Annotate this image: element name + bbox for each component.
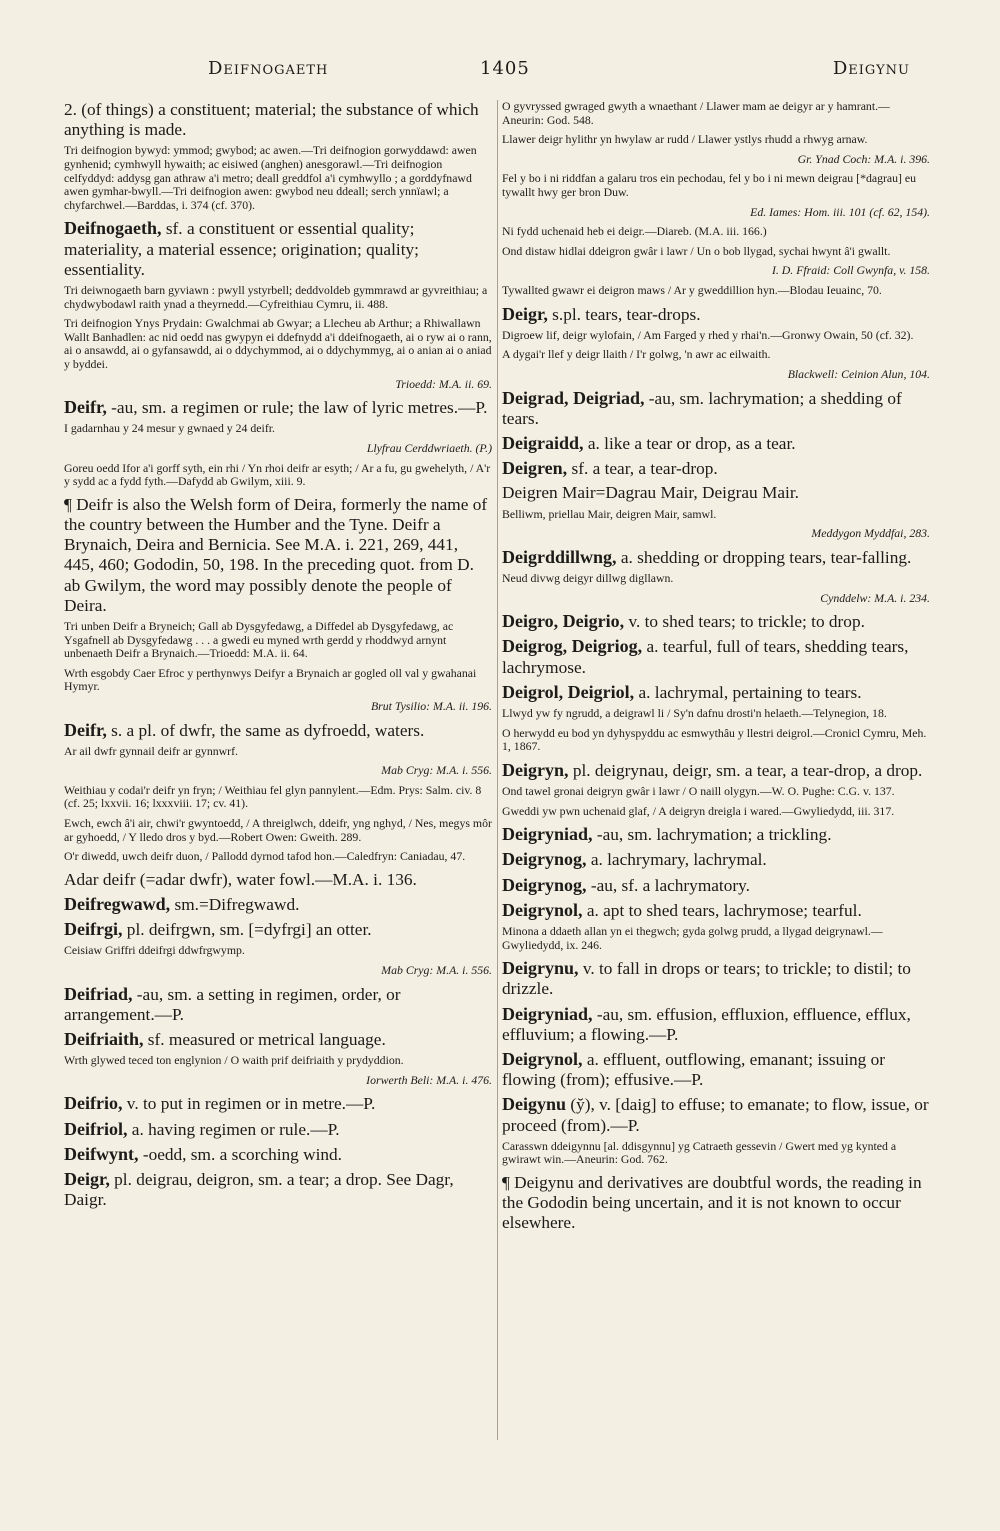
dictionary-entry [502,900,930,921]
headword: Deigrynu, [502,958,579,979]
headword: Deifrio, [64,1093,123,1114]
quotation: Ond tawel gronai deigryn gwâr i lawr / O naill olygyn.—W. O. Pughe: C.G. v. 137. [502,783,895,798]
dictionary-entry [64,1144,492,1165]
quotation: I gadarnhau y 24 mesur y gwnaed y 24 deifr. [64,421,275,436]
definition-text: sf. a constituent or essential quality; materiality, a material essence; origination; quality; essentiality. [64,219,419,279]
headword: Deigrynol, [502,1048,583,1069]
dictionary-entry [502,483,930,503]
dictionary-entry [502,547,930,568]
quotation: Ceisiaw Griffri ddeifrgi ddwfrgwymp. [64,943,245,958]
dictionary-entry [64,870,492,890]
citation-source: Llyfrau Cerddwriaeth. (P.) [366,440,492,455]
headword: Deigrynog, [502,849,587,870]
definition-text: a. apt to shed tears, lachrymose; tearful. [582,900,862,920]
dictionary-entry [64,984,492,1025]
headword: Deigrad, Deigriad, [502,387,645,408]
headword: Deifrgi, [64,919,123,940]
headword: Deigrynog, [502,874,587,895]
definition-text: s.pl. tears, tear-drops. [547,304,701,324]
headword: Deigrynol, [502,899,583,920]
headword: Deigryniad, [502,1003,593,1024]
quotation: O herwydd eu bod yn dyhyspyddu ac esmwythâu y llestri deigrol.—Cronicl Cymru, Meh. 1, 1867. [502,725,927,754]
headword: Deigraidd, [502,432,584,453]
page-number: 1405 [480,58,530,79]
definition-text: v. to fall in drops or tears; to trickle; to distil; to drizzle. [502,959,911,999]
quotation: Neud divwg deigyr dillwg digllawn. [502,570,674,585]
definition-text: -au, sf. a lachrymatory. [586,875,750,895]
quotation: Tri deiwnogaeth barn gyviawn : pwyll ystyrbell; deddvoldeb gymmrawd ar gyvreithiau; a chydwybodawl raith ynad a theyrnedd.—Cyfreithiau Cymru, ii. 488. [64,282,488,311]
headword: Deifriol, [64,1118,128,1139]
quotation: Carasswn ddeigynnu [al. ddisgynnu] yg Catraeth gessevin / Gwert med yg kynted a gwirawt win.—Aneurin: God. 762. [502,1138,897,1167]
definition-text: pl. deigrynau, deigr, sm. a tear, a tear-drop, a drop. [568,760,923,780]
dictionary-entry [64,1029,492,1050]
definition-text: a. effluent, outflowing, emanant; issuing or flowing (from); effusive.—P. [502,1049,886,1090]
dictionary-entry [64,720,492,741]
headword: Deigren, [502,458,568,479]
citation-source: Mab Cryg: M.A. i. 556. [381,763,492,778]
headword: Deigrol, Deigriol, [502,681,635,702]
column-divider [497,100,498,1440]
dictionary-entry [502,760,930,781]
quotation: Fel y bo i ni riddfan a galaru tros ein pechodau, fel y bo i ni mewn deigrau [*dagrau] eu tywallt hwy ger bron Duw. [502,171,917,199]
definition-text: pl. deigrau, deigron, sm. a tear; a drop. See Dagr, Daigr. [64,1170,454,1210]
headword: Deifnogaeth, [64,218,162,239]
quotation: Gweddi yw pwn uchenaid glaf, / A deigryn dreigla i wared.—Gwyliedydd, iii. 317. [502,803,895,818]
header-right-guide-word: Deigynu [832,58,910,79]
citation-source: Blackwell: Ceinion Alun, 104. [787,366,930,381]
definition-text: 2. (of things) a constituent; material; the substance of which anything is made. [64,100,479,140]
headword: Deigryniad, [502,824,593,845]
definition-text: ¶ Deigynu and derivatives are doubtful words, the reading in the Gododin being uncertain, and it is not known to occur elsewhere. [502,1172,922,1233]
dictionary-entry [64,919,492,940]
headword: Deigr, [64,1169,110,1190]
dictionary-entry [502,875,930,896]
dictionary-entry [502,636,930,677]
citation-source: I. D. Ffraid: Coll Gwynfa, v. 158. [771,263,930,278]
quotation: Llawer deigr hylithr yn hwylaw ar rudd / Llawer ystlys rhudd a rhwyg arnaw. [502,132,868,147]
dictionary-entry [64,397,492,418]
definition-text: a. lachrymary, lachrymal. [586,850,767,870]
headword: Deifwynt, [64,1143,139,1164]
dictionary-entry [64,1169,492,1210]
dictionary-entry [502,958,930,999]
definition-text: -oedd, sm. a scorching wind. [138,1144,342,1164]
definition-text: -au, sm. lachrymation; a shedding of tears. [502,388,902,428]
dictionary-entry [502,388,930,429]
quotation: Ar ail dwfr gynnail deifr ar gynnwrf. [64,743,238,758]
quotation: Minona a ddaeth allan yn ei thegwch; gyda golwg prudd, a llygad deigrynawl.—Gwyliedydd, ix. 246. [502,923,883,952]
quotation: O gyvryssed gwraged gwyth a wnaethant / Llawer mam ae deigyr ar y hamrant.—Aneurin: God. 548. [502,99,890,127]
page-header [60,58,940,88]
dictionary-entry [502,458,930,479]
headword: Deigrddillwng, [502,546,617,567]
quotation: Wrth glywed teced ton englynion / O waith prif deifriaith y prydyddion. [64,1053,404,1068]
dictionary-entry [64,218,492,280]
dictionary-entry [502,824,930,845]
header-left-guide-word: Deifnogaeth [208,58,329,79]
quotation: Digroew lif, deigr wylofain, / Am Farged y rhed y rhai'n.—Gronwy Owain, 50 (cf. 32). [502,327,914,342]
citation-source: Trioedd: M.A. ii. 69. [395,376,492,391]
quotation: O'r diwedd, uwch deifr duon, / Pallodd dyrnod tafod hon.—Caledfryn: Caniadau, 47. [64,849,466,864]
quotation: Tri deifnogion bywyd: ymmod; gwybod; ac awen.—Tri deifnogion gorwyddawd: awen gynhenid; cymhwyll hywaith; ac eisiwed (anghen) anesgorawl.—Tri deifnogion celfyddyd: addysg gan athraw a'i metro; deall greddfol a'i cymhwyllo ; a gorddyfnawd awen gymhar-bwyll.—Tri deifnogion awen: gwybod neu ddeall; serch ynnïawl; a chyfarchwel.—Barddas, i. 374 (cf. 370). [64,143,477,212]
quotation: Llwyd yw fy ngrudd, a deigrawl li / Sy'n dafnu drosti'n helaeth.—Telynegion, 18. [502,705,887,720]
definition-text: sf. a tear, a tear-drop. [567,459,718,479]
dictionary-entry [502,1049,930,1090]
headword: Deifregwawd, [64,894,171,915]
dictionary-entry [64,894,492,915]
definition-text: a. tearful, full of tears, shedding tears, lachrymose. [502,637,909,677]
quotation: Ond distaw hidlai ddeigron gwâr i lawr / Un o bob llygad, sychai hwynt â'i gwallt. [502,243,891,258]
definition-text: -au, sm. a regimen or rule; the law of lyric metres.—P. [106,398,488,418]
citation-source: Ed. Iames: Hom. iii. 101 (cf. 62, 154). [750,204,930,219]
citation-source: Gr. Ynad Coch: M.A. i. 396. [797,151,930,166]
definition-text: v. to put in regimen or in metre.—P. [122,1094,376,1114]
quotation: Belliwm, priellau Mair, deigren Mair, samwl. [502,506,717,521]
dictionary-entry [64,1093,492,1114]
definition-text: a. having regimen or rule.—P. [127,1119,340,1139]
definition-text: Deigren Mair=Dagrau Mair, Deigrau Mair. [502,483,799,503]
dictionary-entry [502,611,930,632]
headword: Deigrog, Deigriog, [502,636,643,657]
right-column [502,100,930,1238]
definition-text: s. a pl. of dwfr, the same as dyfroedd, waters. [106,720,425,740]
dictionary-entry [64,100,492,140]
dictionary-entry [64,495,492,616]
definition-text: Adar deifr (=adar dwfr), water fowl.—M.A. i. 136. [64,869,417,889]
headword: Deigro, Deigrio, [502,611,625,632]
dictionary-entry [502,682,930,703]
definition-text: a. lachrymal, pertaining to tears. [634,682,862,702]
quotation: Wrth esgobdy Caer Efroc y perthynwys Deifyr a Brynaich ar gogled oll val y gwahanai Hymyr. [64,665,477,694]
definition-text: -au, sm. effusion, effluxion, effluence, efflux, effluvium; a flowing.—P. [502,1004,911,1044]
definition-text: ¶ Deifr is also the Welsh form of Deira, formerly the name of the country between the Humber and the Tyne. Deifr a Brynaich, Deira and Bernicia. See M.A. i. 221, 269, 441, 445, 460; Gododin, 50, 198. In the preceding quot. from D. ab Gwilym, the word may possibly denote the people of Deira. [64,494,488,615]
quotation: Goreu oedd Ifor a'i gorff syth, ein rhi / Yn rhoi deifr ar esyth; / Ar a fu, gu gwehelyth, / A'r y sydd ac a fydd fyth.—Dafydd ab Gwilym, xiii. 9. [64,460,491,489]
quotation: Ni fydd uchenaid heb ei deigr.—Diareb. (M.A. iii. 166.) [502,224,767,239]
quotation: Ewch, ewch â'i air, chwi'r gwyntoedd, / A threiglwch, ddeifr, yng nghyd, / Nes, megys môr ar gyhoedd, / Y lledo dros y byd.—Robert Owen: Gweith. 289. [64,816,492,844]
headword: Deigr, [502,303,548,324]
left-column [64,100,492,1214]
citation-source: Meddygon Myddfai, 283. [811,526,930,541]
quotation: A dygai'r llef y deigr llaith / I'r golwg, 'n awr ac eilwaith. [502,347,771,362]
definition-text: sm.=Difregwawd. [170,895,300,915]
headword: Deifriaith, [64,1029,144,1050]
definition-text: pl. deifrgwn, sm. [=dyfrgi] an otter. [122,920,372,940]
dictionary-entry [502,433,930,454]
quotation: Tywallted gwawr ei deigron maws / Ar y gweddillion hyn.—Blodau Ieuainc, 70. [502,282,882,297]
definition-text: sf. measured or metrical language. [143,1030,386,1050]
citation-source: Brut Tysilio: M.A. ii. 196. [370,698,492,713]
definition-text: -au, sm. lachrymation; a trickling. [592,825,832,845]
quotation: Tri deifnogion Ynys Prydain: Gwalchmai ab Gwyar; a Llecheu ab Arthur; a Rhiwallawn Wallt Banhadlen: ac nid oedd nas gwypyn ei ddefnydd a'i ddeifnogaeth, ai o ryw ai o rann, ai o ansawdd, ai o gyfansawdd, ai o ddychymmod, ai o ddychymmyg, ai o anian ai o aniad y byddei. [64,316,492,371]
definition-text: a. shedding or dropping tears, tear-falling. [616,547,912,567]
definition-text: (y̆), v. [daig] to effuse; to emanate; to flow, issue, or proceed (from).—P. [502,1095,929,1135]
headword: Deigynu [502,1094,567,1115]
quotation: Tri unben Deifr a Bryneich; Gall ab Dysgyfedawg, a Diffedel ab Dysgyfedawg, ac Ysgafnell ab Dysgyfedawg . . . a gwedi eu myned wrth gerdd y rhoddwyd arnynt unbenaeth Deifr a Brynaich.—Trioedd: M.A. ii. 64. [64,618,454,661]
headword: Deifr, [64,397,107,418]
citation-source: Cynddelw: M.A. i. 234. [820,590,930,605]
dictionary-entry [502,1173,930,1234]
dictionary-entry [502,1094,930,1135]
citation-source: Mab Cryg: M.A. i. 556. [381,963,492,978]
headword: Deigryn, [502,759,569,780]
definition-text: v. to shed tears; to trickle; to drop. [624,612,865,632]
headword: Deifriad, [64,983,133,1004]
dictionary-entry [502,1004,930,1045]
dictionary-entry [502,849,930,870]
citation-source: Iorwerth Beli: M.A. i. 476. [366,1072,492,1087]
quotation: Weithiau y codai'r deifr yn fryn; / Weithiau fel glyn pannylent.—Edm. Prys: Salm. civ. 8 (cf. 25; lxxvii. 16; lxxxviii. 17; cv. 41). [64,782,482,811]
headword: Deifr, [64,719,107,740]
definition-text: a. like a tear or drop, as a tear. [583,433,796,453]
definition-text: -au, sm. a setting in regimen, order, or arrangement.—P. [64,984,401,1024]
dictionary-entry [64,1119,492,1140]
dictionary-entry [502,304,930,325]
